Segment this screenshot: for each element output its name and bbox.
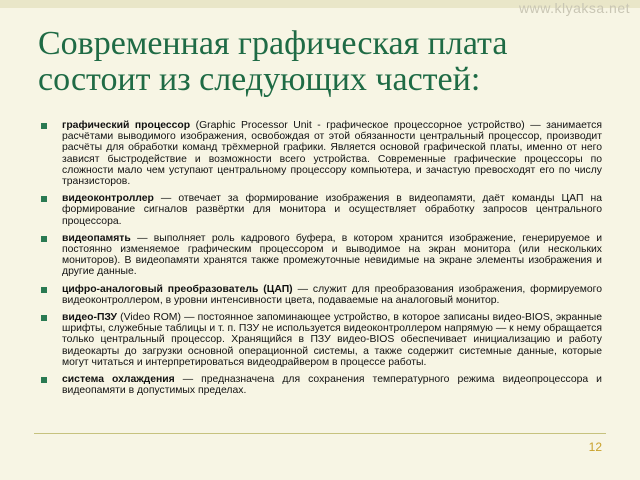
- slide-title: Современная графическая плата состоит из следующих частей:: [38, 25, 508, 98]
- item-term: видеопамять: [62, 232, 131, 244]
- item-text: (Graphic Processor Unit - графическое процессорное устройство) — занимается расчётами выводимого изображения, освобождая от этой обязанности центральный процессор, производит расчёты для обработки команд трёхмерной графики. Является основой графической платы, именно от него зависят быстродействие и возможности всего устройства. Современные графические процессоры по сложности мало чем уступают центральному процессору компьютера, и зачастую превосходят его по числу транзисторов.: [62, 120, 602, 188]
- watermark: www.klyaksa.net: [519, 0, 630, 16]
- item-term: система охлаждения: [62, 374, 175, 386]
- square-bullet-icon: [41, 196, 47, 202]
- list-item-dac: [38, 284, 602, 306]
- item-term: цифро-аналоговый преобразователь (ЦАП): [62, 283, 293, 295]
- square-bullet-icon: [41, 315, 47, 321]
- item-text: — служит для преобразования изображения, формируемого видеоконтроллером, в уровни интенсивности цвета, подаваемые на аналоговый монитор.: [62, 283, 602, 306]
- list-item-gpu: [38, 120, 602, 187]
- item-text: — предназначена для сохранения температурного режима видеопроцессора и видеопамяти в допустимых пределах.: [62, 374, 602, 397]
- square-bullet-icon: [41, 377, 47, 383]
- square-bullet-icon: [41, 123, 47, 129]
- footer-divider: [34, 433, 606, 434]
- list-item-videocontroller: [38, 193, 602, 227]
- item-term: видеоконтроллер: [62, 193, 154, 205]
- item-text: — отвечает за формирование изображения в видеопамяти, даёт команды ЦАП на формирование сигналов развёртки для монитора и осуществляет обработку запросов центрального процессора.: [62, 193, 602, 227]
- item-text: — выполняет роль кадрового буфера, в котором хранится изображение, генерируемое и постоянно изменяемое графическим процессором и выводимое на экран монитора (или нескольких мониторов). В видеопамяти хранятся также промежуточные невидимые на экране элементы изображения и другие данные.: [62, 232, 602, 278]
- bullet-list: [38, 120, 602, 402]
- square-bullet-icon: [41, 236, 47, 242]
- list-item-videomemory: [38, 233, 602, 278]
- list-item-video-rom: [38, 312, 602, 368]
- square-bullet-icon: [41, 287, 47, 293]
- item-term: графический процессор: [62, 120, 191, 131]
- item-text: (Video ROM) — постоянное запоминающее устройство, в которое записаны видео-BIOS, экранные шрифты, служебные таблицы и т. п. ПЗУ не используется видеоконтроллером напрямую — к нему обращается только центральный процессор. Хранящийся в ПЗУ видео-BIOS обеспечивает инициализацию и работу видеокарты до загрузки основной операционной системы, а также содержит системные данные, которые могут читаться и интерпретироваться видеодрайвером в процессе работы.: [62, 312, 602, 368]
- item-term: видео-ПЗУ: [62, 312, 118, 324]
- list-item-cooling: [38, 374, 602, 396]
- slide-number: 12: [588, 440, 602, 454]
